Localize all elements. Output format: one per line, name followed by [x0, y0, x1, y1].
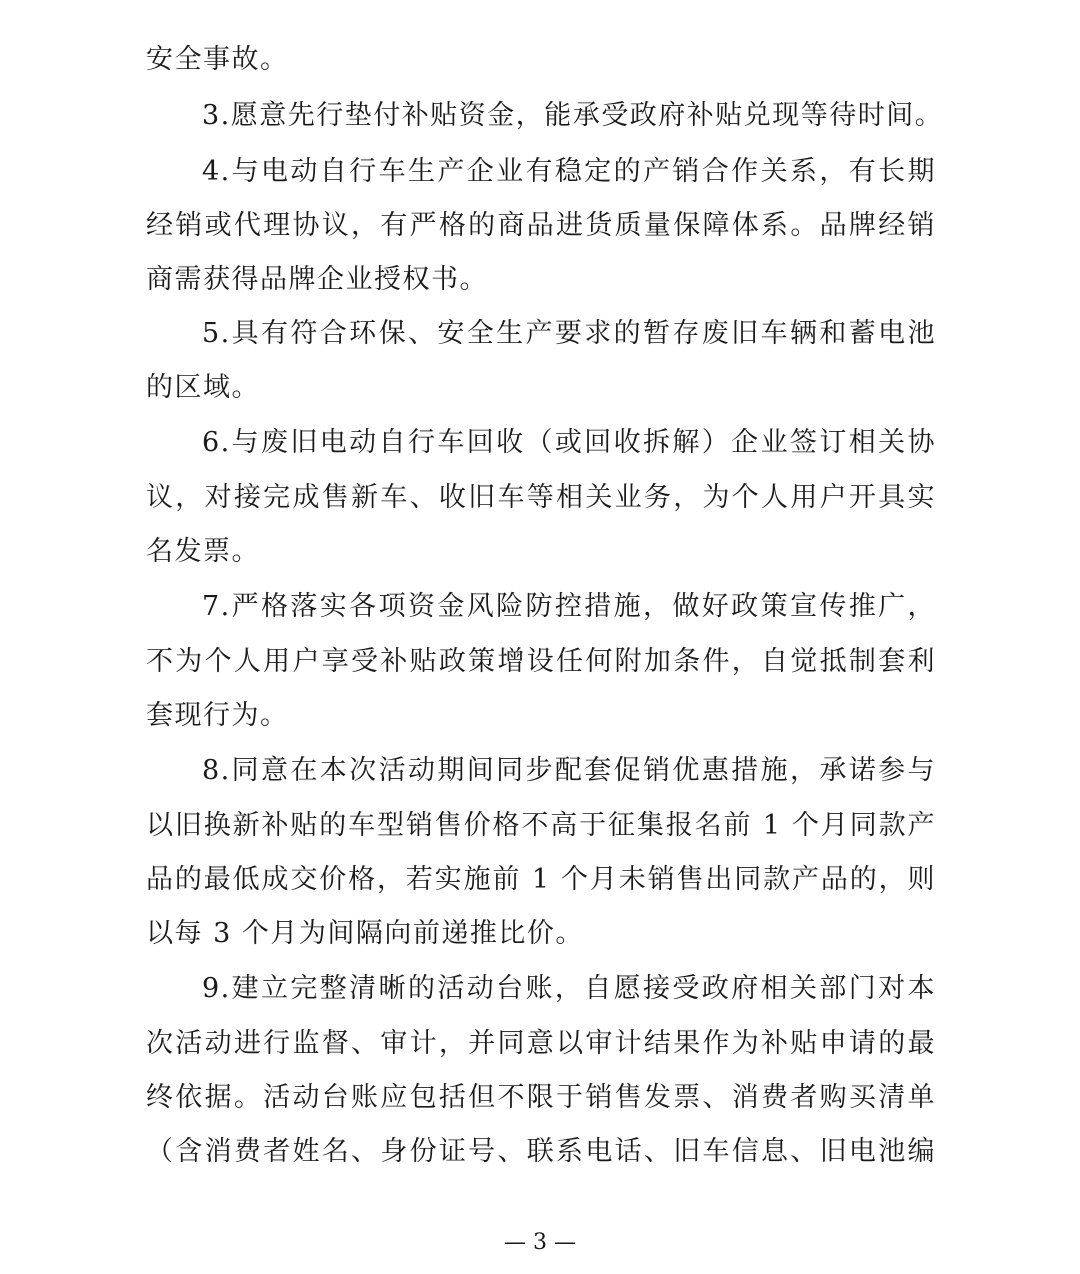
paragraph-line: 不为个人用户享受补贴政策增设任何附加条件，自觉抵制套利: [146, 646, 936, 677]
paragraph-line: 6.与废旧电动自行车回收（或回收拆解）企业签订相关协: [202, 427, 936, 458]
paragraph-line: 8.同意在本次活动期间同步配套促销优惠措施，承诺参与: [202, 755, 936, 786]
paragraph-line: 品的最低成交价格，若实施前 1 个月未销售出同款产品的，则: [146, 864, 936, 895]
paragraph-line: 的区域。: [146, 372, 260, 403]
paragraph-line: 终依据。活动台账应包括但不限于销售发票、消费者购买清单: [146, 1082, 936, 1113]
paragraph-line: 9.建立完整清晰的活动台账，自愿接受政府相关部门对本: [202, 973, 936, 1004]
paragraph-line: 议，对接完成售新车、收旧车等相关业务，为个人用户开具实: [146, 482, 936, 513]
paragraph-line: 以每 3 个月为间隔向前递推比价。: [146, 918, 584, 949]
paragraph-line: 次活动进行监督、审计，并同意以审计结果作为补贴申请的最: [146, 1028, 936, 1059]
paragraph-line: 3.愿意先行垫付补贴资金，能承受政府补贴兑现等待时间。: [202, 100, 944, 131]
page-number: — 3 —: [504, 1230, 576, 1255]
paragraph-line: 名发票。: [146, 536, 260, 567]
paragraph-line: 4.与电动自行车生产企业有稳定的产销合作关系，有长期: [202, 156, 936, 187]
paragraph-line: （含消费者姓名、身份证号、联系电话、旧车信息、旧电池编: [146, 1136, 936, 1167]
paragraph-line: 套现行为。: [146, 700, 289, 731]
paragraph-line: 安全事故。: [146, 44, 289, 75]
paragraph-line: 以旧换新补贴的车型销售价格不高于征集报名前 1 个月同款产: [146, 810, 936, 841]
paragraph-line: 商需获得品牌企业授权书。: [146, 264, 488, 295]
paragraph-line: 5.具有符合环保、安全生产要求的暂存废旧车辆和蓄电池: [202, 318, 936, 349]
paragraph-line: 经销或代理协议，有严格的商品进货质量保障体系。品牌经销: [146, 210, 936, 241]
paragraph-line: 7.严格落实各项资金风险防控措施，做好政策宣传推广，: [202, 591, 936, 622]
